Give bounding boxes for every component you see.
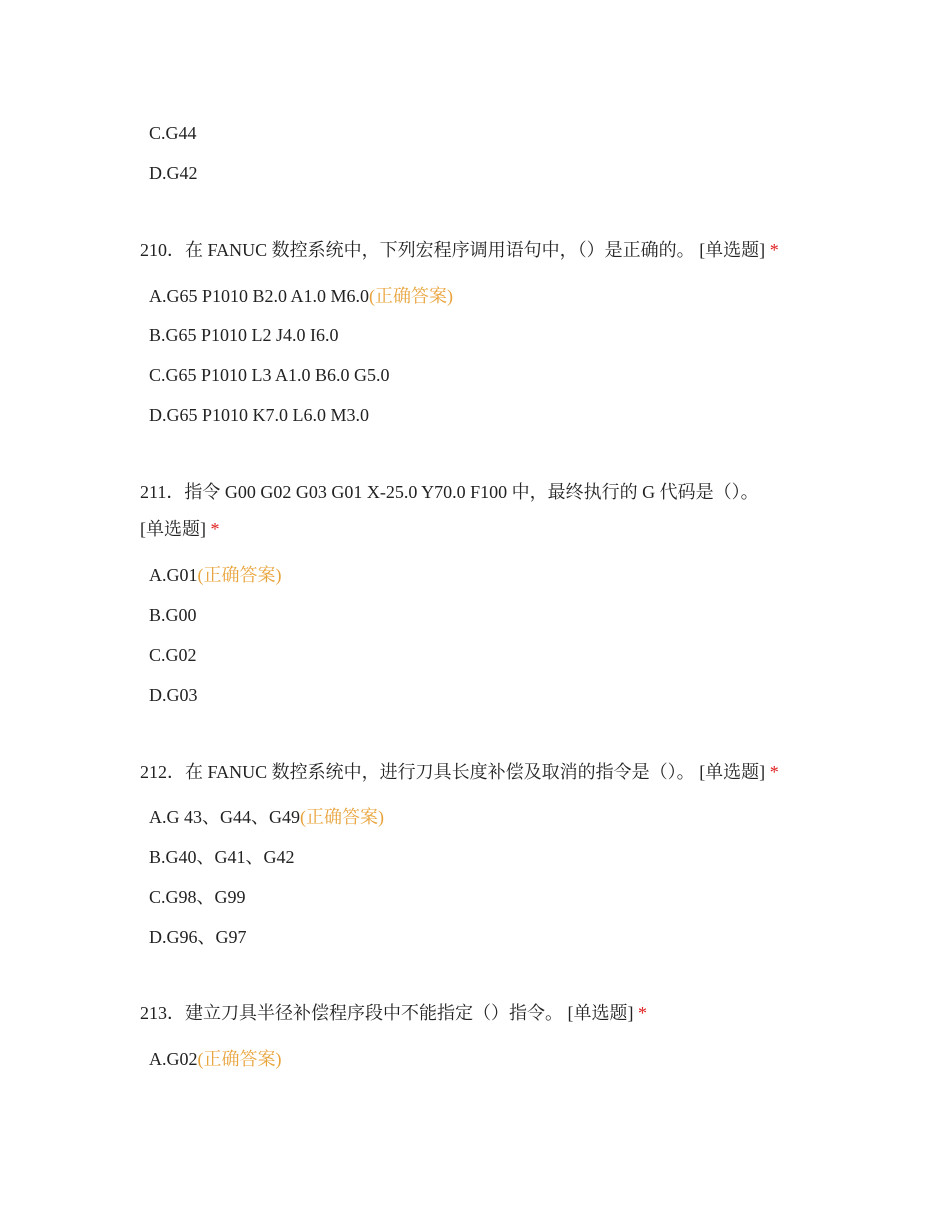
correct-answer-mark: (正确答案) bbox=[197, 1049, 282, 1069]
required-star: * bbox=[210, 519, 220, 539]
question-211-title bbox=[140, 479, 759, 505]
option-c[interactable] bbox=[149, 885, 246, 909]
option-a[interactable] bbox=[149, 284, 453, 308]
question-type: [单选题] bbox=[567, 1003, 634, 1023]
correct-answer-mark: (正确答案) bbox=[300, 807, 384, 827]
question-213-title bbox=[140, 1000, 647, 1026]
question-text: 213．建立刀具半径补偿程序段中不能指定（）指令。 bbox=[140, 1003, 563, 1023]
question-text: 212．在 FANUC 数控系统中，进行刀具长度补偿及取消的指令是（）。 bbox=[140, 762, 695, 782]
question-210-title bbox=[140, 237, 779, 263]
question-type: [单选题] bbox=[140, 519, 206, 539]
option-c[interactable] bbox=[149, 363, 390, 387]
question-211-title-cont bbox=[140, 516, 220, 542]
option-text: C.G65 P1010 L3 A1.0 B6.0 G5.0 bbox=[149, 365, 390, 385]
correct-answer-mark: (正确答案) bbox=[197, 565, 282, 585]
option-text: A.G01 bbox=[149, 565, 198, 585]
option-a[interactable] bbox=[149, 805, 384, 829]
option-d[interactable] bbox=[149, 683, 198, 707]
option-d[interactable] bbox=[149, 925, 247, 949]
option-text: A.G65 P1010 B2.0 A1.0 M6.0 bbox=[149, 286, 370, 306]
option-text: D.G42 bbox=[149, 163, 198, 183]
option-text: B.G40、G41、G42 bbox=[149, 847, 295, 867]
question-type: [单选题] bbox=[699, 240, 766, 260]
option-d[interactable] bbox=[149, 161, 198, 185]
option-c[interactable] bbox=[149, 643, 197, 667]
option-text: C.G02 bbox=[149, 645, 197, 665]
question-212-title bbox=[140, 759, 779, 785]
option-text: D.G65 P1010 K7.0 L6.0 M3.0 bbox=[149, 405, 370, 425]
option-b[interactable] bbox=[149, 603, 197, 627]
required-star: * bbox=[638, 1003, 647, 1023]
option-text: B.G00 bbox=[149, 605, 197, 625]
question-text: 210．在 FANUC 数控系统中，下列宏程序调用语句中，（）是正确的。 bbox=[140, 240, 695, 260]
option-text: A.G02 bbox=[149, 1049, 198, 1069]
option-b[interactable] bbox=[149, 845, 295, 869]
option-text: D.G96、G97 bbox=[149, 927, 247, 947]
option-b[interactable] bbox=[149, 323, 339, 347]
option-d[interactable] bbox=[149, 403, 369, 427]
option-a[interactable] bbox=[149, 1047, 282, 1071]
question-type: [单选题] bbox=[699, 762, 766, 782]
option-text: C.G44 bbox=[149, 123, 197, 143]
required-star: * bbox=[769, 762, 779, 782]
question-text: 211．指令 G00 G02 G03 G01 X-25.0 Y70.0 F100 中，最终执行的 G 代码是（）。 bbox=[140, 482, 759, 502]
option-a[interactable] bbox=[149, 563, 282, 587]
option-text: D.G03 bbox=[149, 685, 198, 705]
option-text: B.G65 P1010 L2 J4.0 I6.0 bbox=[149, 325, 339, 345]
option-text: A.G 43、G44、G49 bbox=[149, 807, 300, 827]
required-star: * bbox=[769, 240, 779, 260]
option-c[interactable] bbox=[149, 121, 197, 145]
correct-answer-mark: (正确答案) bbox=[369, 286, 454, 306]
option-text: C.G98、G99 bbox=[149, 887, 246, 907]
